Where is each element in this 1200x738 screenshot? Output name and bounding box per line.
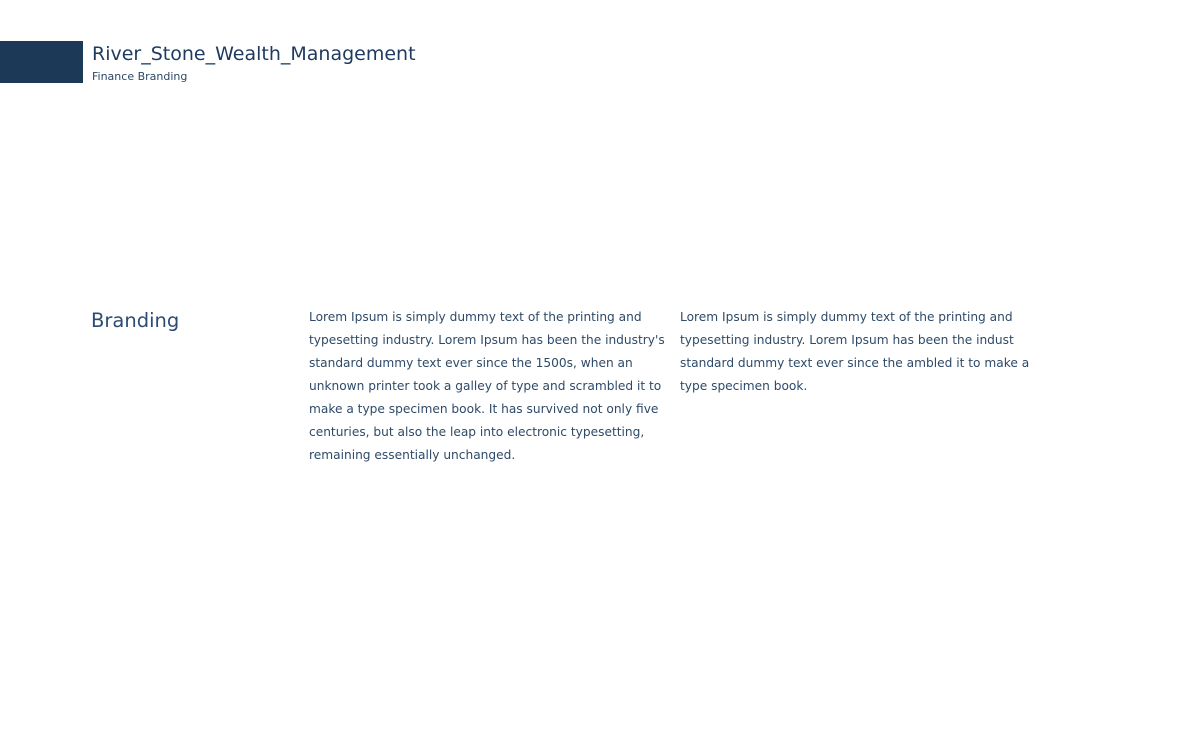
text-line: typesetting industry. Lorem Ipsum has been the indust	[680, 333, 1014, 347]
text-line: Lorem Ipsum is simply dummy text of the printing and	[309, 310, 642, 324]
text-line: standard dummy text ever since the ambled it to make a	[680, 356, 1030, 370]
body-text-column-2	[680, 306, 1030, 398]
text-line: Lorem Ipsum is simply dummy text of the printing and	[680, 310, 1013, 324]
text-line: standard dummy text ever since the 1500s, when an	[309, 356, 633, 370]
text-line: typesetting industry. Lorem Ipsum has been the industry's	[309, 333, 665, 347]
text-line: make a type specimen book. It has survived not only five	[309, 402, 659, 416]
page-title: River_Stone_Wealth_Management	[92, 43, 416, 65]
text-line: remaining essentially unchanged.	[309, 448, 516, 462]
section-heading: Branding	[91, 309, 180, 332]
body-text-column-1	[309, 306, 665, 467]
brand-accent-bar	[0, 41, 83, 83]
text-line: type specimen book.	[680, 379, 808, 393]
page-subtitle: Finance Branding	[92, 70, 188, 83]
text-line: unknown printer took a galley of type and scrambled it to	[309, 379, 662, 393]
text-line: centuries, but also the leap into electronic typesetting,	[309, 425, 645, 439]
